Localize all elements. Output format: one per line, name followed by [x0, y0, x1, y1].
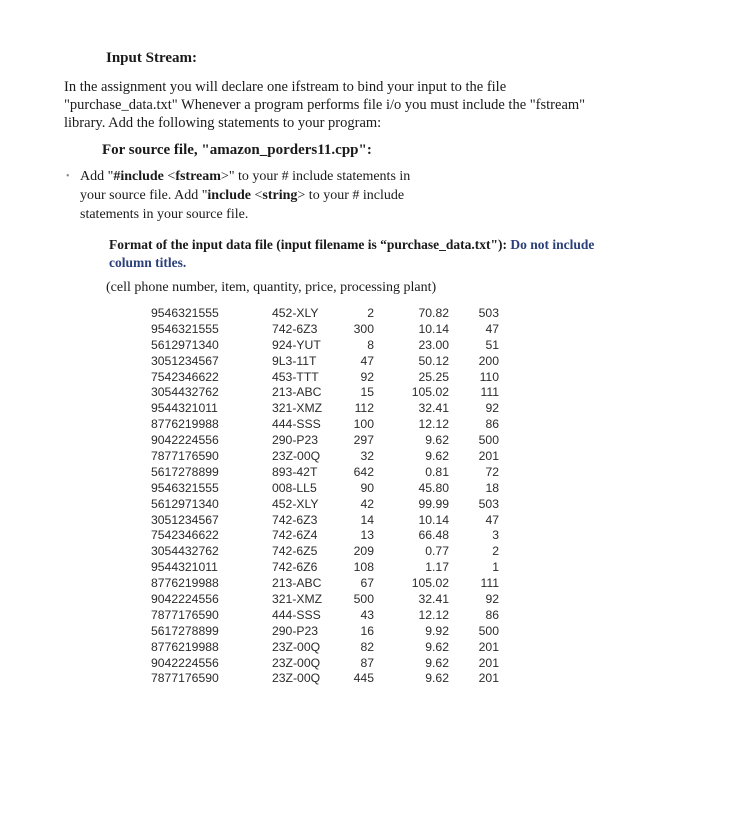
- processing-plant: 201: [478, 655, 499, 670]
- item-code: 321-XMZ: [272, 401, 323, 416]
- format-text: Format of the input data file (input filename is “purchase_data.txt"):: [109, 237, 507, 252]
- quantity: 92: [360, 369, 374, 384]
- section-title: Input Stream:: [106, 50, 197, 66]
- cell-phone-number: 8776219988: [151, 576, 219, 591]
- price: 9.62: [425, 639, 449, 654]
- quantity: 445: [353, 671, 374, 686]
- item-code: 452-XLY: [272, 496, 319, 511]
- instruction-line: Add "#include <fstream>" to your # include statements in: [80, 169, 411, 184]
- quantity: 42: [360, 496, 374, 511]
- item-code: 213-ABC: [272, 385, 322, 400]
- processing-plant: 503: [478, 496, 499, 511]
- cell-phone-number: 8776219988: [151, 639, 219, 654]
- price: 32.41: [418, 401, 449, 416]
- cell-phone-number: 7542346622: [151, 528, 219, 543]
- item-code: 23Z-00Q: [272, 655, 321, 670]
- quantity: 100: [353, 417, 374, 432]
- item-code: 444-SSS: [272, 607, 321, 622]
- quantity: 15: [360, 385, 374, 400]
- cell-phone-number: 5612971340: [151, 496, 219, 511]
- quantity: 297: [353, 433, 374, 448]
- processing-plant: 500: [478, 433, 499, 448]
- item-code: 893-42T: [272, 464, 318, 479]
- processing-plant: 72: [485, 464, 499, 479]
- cell-phone-number: 3051234567: [151, 353, 219, 368]
- item-code: 23Z-00Q: [272, 449, 321, 464]
- cell-phone-number: 7877176590: [151, 607, 219, 622]
- quantity: 14: [360, 512, 374, 527]
- cell-phone-number: 7877176590: [151, 671, 219, 686]
- processing-plant: 201: [478, 671, 499, 686]
- item-code: 452-XLY: [272, 306, 319, 320]
- processing-plant: 2: [492, 544, 499, 559]
- price: 99.99: [418, 496, 449, 511]
- item-code: 290-P23: [272, 433, 319, 448]
- cell-phone-number: 9546321555: [151, 321, 219, 336]
- instruction-line: statements in your source file.: [80, 207, 249, 222]
- cell-phone-number: 9544321011: [151, 560, 218, 575]
- price: 12.12: [418, 607, 449, 622]
- quantity: 300: [353, 321, 374, 336]
- item-code: 23Z-00Q: [272, 671, 321, 686]
- processing-plant: 86: [485, 607, 499, 622]
- cell-phone-number: 9042224556: [151, 433, 219, 448]
- format-note-cont: column titles.: [109, 255, 187, 270]
- processing-plant: 92: [485, 401, 499, 416]
- cell-phone-number: 9546321555: [151, 306, 219, 320]
- bullet-dot: •: [66, 171, 70, 182]
- format-description: [109, 236, 594, 272]
- quantity: 82: [360, 639, 374, 654]
- quantity: 108: [353, 560, 374, 575]
- price: 9.62: [425, 433, 449, 448]
- cell-phone-number: 9042224556: [151, 592, 219, 607]
- price: 45.80: [418, 480, 449, 495]
- item-code: 924-YUT: [272, 337, 321, 352]
- processing-plant: 86: [485, 417, 499, 432]
- price: 0.81: [425, 464, 449, 479]
- item-code: 290-P23: [272, 623, 319, 638]
- cell-phone-number: 8776219988: [151, 417, 219, 432]
- price: 0.77: [425, 544, 449, 559]
- item-code: 213-ABC: [272, 576, 322, 591]
- cell-phone-number: 5617278899: [151, 464, 219, 479]
- format-note: Do not include: [506, 237, 595, 252]
- processing-plant: 18: [485, 480, 499, 495]
- processing-plant: 500: [478, 623, 499, 638]
- quantity: 500: [353, 592, 374, 607]
- quantity: 47: [360, 353, 374, 368]
- processing-plant: 201: [478, 449, 499, 464]
- cell-phone-number: 9042224556: [151, 655, 219, 670]
- quantity: 8: [367, 337, 374, 352]
- columns-caption: (cell phone number, item, quantity, price, processing plant): [106, 280, 437, 295]
- cell-phone-number: 5612971340: [151, 337, 219, 352]
- item-code: 23Z-00Q: [272, 639, 321, 654]
- quantity: 209: [353, 544, 374, 559]
- price: 9.62: [425, 449, 449, 464]
- item-code: 742-6Z4: [272, 528, 318, 543]
- item-code: 444-SSS: [272, 417, 321, 432]
- price: 50.12: [418, 353, 449, 368]
- quantity: 90: [360, 480, 374, 495]
- processing-plant: 201: [478, 639, 499, 654]
- quantity: 16: [360, 623, 374, 638]
- price: 70.82: [418, 306, 449, 320]
- quantity: 87: [360, 655, 374, 670]
- processing-plant: 47: [485, 321, 499, 336]
- processing-plant: 503: [478, 306, 499, 320]
- source-file-heading: For source file, "amazon_porders11.cpp":: [102, 142, 372, 158]
- quantity: 67: [360, 576, 374, 591]
- item-code: 9L3-11T: [272, 353, 317, 368]
- cell-phone-number: 7542346622: [151, 369, 219, 384]
- intro-line: In the assignment you will declare one ifstream to bind your input to the file: [64, 79, 507, 95]
- processing-plant: 111: [480, 576, 499, 591]
- price: 25.25: [418, 369, 449, 384]
- intro-paragraph: [64, 78, 585, 132]
- intro-line: library. Add the following statements to your program:: [64, 115, 382, 131]
- item-code: 008-LL5: [272, 480, 317, 495]
- item-code: 742-6Z3: [272, 321, 318, 336]
- quantity: 642: [353, 464, 374, 479]
- instruction-paragraph: [66, 167, 411, 224]
- quantity: 43: [360, 607, 374, 622]
- cell-phone-number: 7877176590: [151, 449, 219, 464]
- processing-plant: 51: [485, 337, 499, 352]
- price: 66.48: [418, 528, 449, 543]
- cell-phone-number: 3054432762: [151, 385, 219, 400]
- price: 10.14: [418, 321, 449, 336]
- cell-phone-number: 3051234567: [151, 512, 219, 527]
- item-code: 742-6Z3: [272, 512, 318, 527]
- price: 105.02: [411, 385, 449, 400]
- cell-phone-number: 9544321011: [151, 401, 218, 416]
- quantity: 13: [360, 528, 374, 543]
- item-code: 321-XMZ: [272, 592, 323, 607]
- price: 10.14: [418, 512, 449, 527]
- cell-phone-number: 5617278899: [151, 623, 219, 638]
- price: 12.12: [418, 417, 449, 432]
- price: 1.17: [425, 560, 449, 575]
- price: 9.62: [425, 655, 449, 670]
- processing-plant: 1: [492, 560, 499, 575]
- cell-phone-number: 9546321555: [151, 480, 219, 495]
- price: 9.92: [425, 623, 449, 638]
- item-code: 742-6Z5: [272, 544, 318, 559]
- processing-plant: 110: [479, 369, 499, 384]
- price: 9.62: [425, 671, 449, 686]
- quantity: 32: [360, 449, 374, 464]
- price: 105.02: [411, 576, 449, 591]
- item-code: 742-6Z6: [272, 560, 318, 575]
- item-code: 453-TTT: [272, 369, 319, 384]
- processing-plant: 111: [480, 385, 499, 400]
- processing-plant: 200: [478, 353, 499, 368]
- price: 23.00: [418, 337, 449, 352]
- price: 32.41: [418, 592, 449, 607]
- instruction-line: your source file. Add "include <string> to your # include: [80, 188, 405, 203]
- quantity: 2: [367, 306, 374, 320]
- intro-line: "purchase_data.txt" Whenever a program performs file i/o you must include the "fstream": [64, 97, 586, 113]
- processing-plant: 92: [485, 592, 499, 607]
- quantity: 112: [354, 401, 374, 416]
- processing-plant: 3: [492, 528, 499, 543]
- cell-phone-number: 3054432762: [151, 544, 219, 559]
- processing-plant: 47: [485, 512, 499, 527]
